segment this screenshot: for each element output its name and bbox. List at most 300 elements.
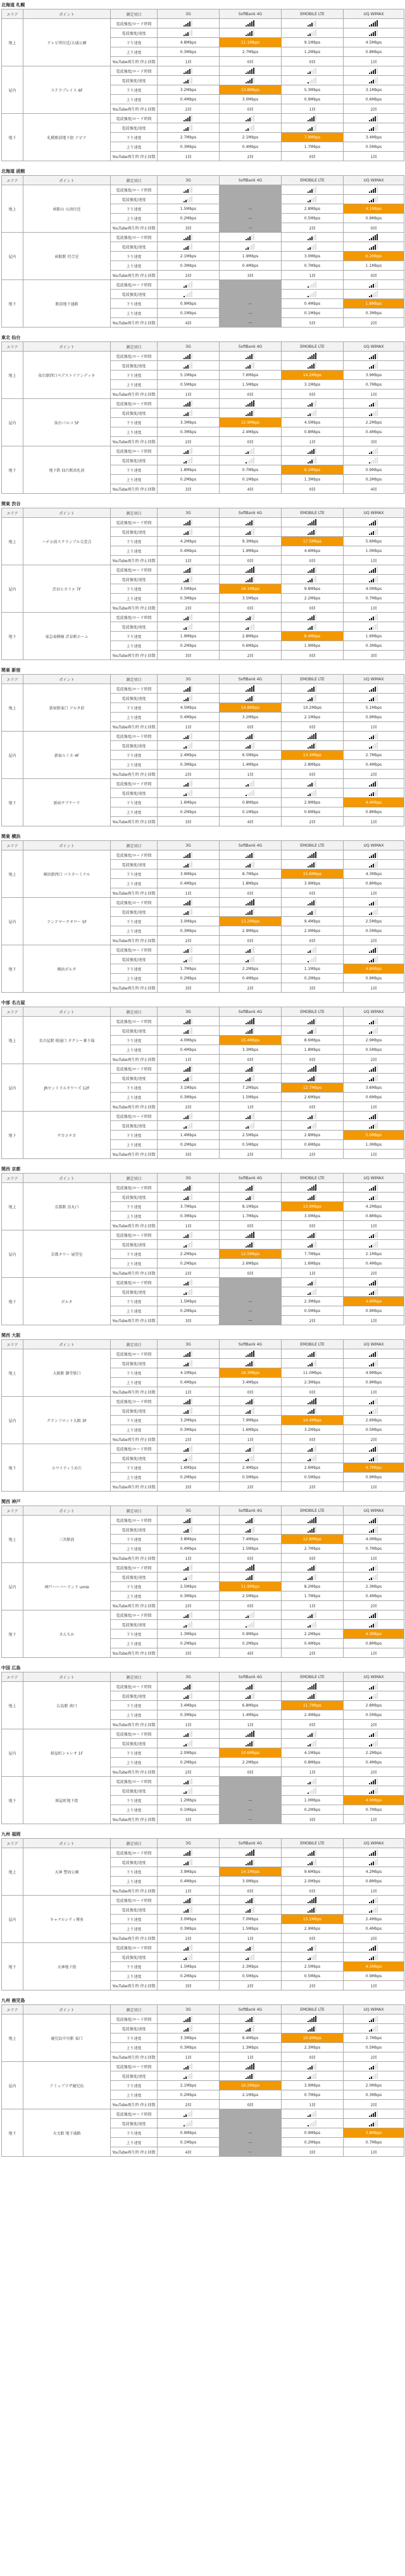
metric-cell: 1.5Mbps: [220, 1544, 282, 1554]
spot-name: ステラプレイス 6F: [23, 66, 111, 114]
metric-cell: 14.2Mbps: [282, 371, 344, 380]
header-carrier: UQ WiMAX: [344, 1672, 404, 1682]
metric-cell: 0.4Mbps: [220, 974, 282, 983]
metric-cell: 4.3Mbps: [344, 1629, 404, 1639]
signal-bars-icon: [308, 400, 317, 407]
spot-name: 新宿サブナード: [23, 779, 111, 826]
metric-cell: [220, 1454, 282, 1463]
metric-cell: [344, 1682, 404, 1691]
metric-cell: 3.7Mbps: [158, 1202, 220, 1211]
metric-cell: [344, 2015, 404, 2024]
metric-cell: [344, 945, 404, 955]
signal-bars-icon: [184, 448, 193, 454]
metric-cell: 1回: [344, 1150, 404, 1159]
metric-cell: 1.5Mbps: [220, 1093, 282, 1102]
metric-cell: 4.8Mbps: [158, 38, 220, 47]
metric-label: 電波強度/速度: [111, 1786, 158, 1796]
metric-cell: [282, 1193, 344, 1202]
metric-cell: [344, 1017, 404, 1026]
metric-label: 電波強度/速度: [111, 907, 158, 917]
metric-cell: 2.8Mbps: [282, 204, 344, 214]
metric-cell: 2回: [220, 1150, 282, 1159]
metric-label: 電波強度/速度: [111, 1525, 158, 1535]
signal-bars-icon: [308, 861, 317, 868]
signal-bars-icon: [308, 899, 317, 905]
signal-bars-icon: [246, 1122, 255, 1129]
metric-cell: [282, 1905, 344, 1915]
signal-bars-icon: [246, 1194, 255, 1200]
signal-bars-icon: [184, 196, 193, 202]
metric-cell: 3回: [220, 271, 282, 280]
table-row: [2, 613, 404, 622]
signal-bars-icon: [308, 1241, 317, 1248]
table-row: [2, 1444, 404, 1454]
signal-bars-icon: [184, 1731, 193, 1737]
metric-cell: 2回: [158, 2100, 220, 2109]
metric-cell: 10.9Mbps: [282, 2033, 344, 2043]
metric-cell: [282, 898, 344, 907]
signal-bars-icon: [369, 1241, 378, 1248]
signal-bars-icon: [369, 567, 378, 573]
metric-label: YouTube再生時 停止回数: [111, 484, 158, 494]
metric-cell: [282, 565, 344, 575]
metric-cell: [344, 1074, 404, 1083]
header-metric: 測定項目: [111, 1174, 158, 1183]
metric-cell: 3回: [158, 1150, 220, 1159]
signal-bars-icon: [369, 1944, 378, 1951]
metric-label: YouTube再生時 停止回数: [111, 1055, 158, 1064]
metric-label: 電波強度/ロード時間: [111, 1777, 158, 1786]
spot-name: 函館駅 待合室: [23, 233, 111, 280]
signal-bars-icon: [246, 362, 255, 369]
metric-cell: [158, 518, 220, 527]
header-spot: ポイント: [23, 841, 111, 850]
metric-label: 電波強度/ロード時間: [111, 233, 158, 242]
metric-cell: 0回: [220, 1387, 282, 1397]
metric-cell: 2.4Mbps: [282, 1710, 344, 1720]
signal-bars-icon: [308, 457, 317, 463]
signal-bars-icon: [184, 1944, 193, 1951]
metric-cell: [158, 1729, 220, 1739]
speed-table: [1, 1173, 404, 1325]
signal-bars-icon: [184, 519, 193, 525]
metric-label: 下り速度: [111, 1701, 158, 1710]
metric-label: 上り速度: [111, 594, 158, 603]
spot-name: 三宮駅前: [23, 1516, 111, 1563]
metric-cell: [282, 1620, 344, 1629]
area-type: 地下: [2, 280, 23, 328]
signal-bars-icon: [308, 1683, 317, 1690]
metric-cell: [158, 1230, 220, 1240]
metric-cell: 0.5Mbps: [282, 1306, 344, 1316]
signal-bars-icon: [369, 623, 378, 630]
metric-cell: 2.1Mbps: [344, 1249, 404, 1259]
metric-cell: —: [220, 2147, 282, 2157]
signal-bars-icon: [308, 1194, 317, 1200]
signal-bars-icon: [184, 742, 193, 749]
metric-cell: [344, 1183, 404, 1193]
spot-name: 紙屋町地下街: [23, 1777, 111, 1824]
metric-cell: [158, 613, 220, 622]
header-carrier: UQ WiMAX: [344, 1007, 404, 1017]
speed-table: [1, 1339, 404, 1492]
metric-cell: [158, 1786, 220, 1796]
metric-cell: [282, 1848, 344, 1858]
metric-cell: [220, 622, 282, 632]
metric-cell: [158, 1682, 220, 1691]
metric-cell: [158, 741, 220, 751]
metric-cell: 13.9Mbps: [282, 1202, 344, 1211]
header-spot: ポイント: [23, 1672, 111, 1682]
metric-cell: 1回: [282, 1268, 344, 1278]
metric-cell: 0.3Mbps: [158, 2043, 220, 2052]
metric-cell: 0.9Mbps: [220, 1629, 282, 1639]
metric-cell: 4.5Mbps: [344, 38, 404, 47]
area-type: 屋内: [2, 1230, 23, 1278]
header-carrier: SoftBank 4G: [220, 342, 282, 352]
metric-cell: 3.0Mbps: [158, 917, 220, 926]
signal-bars-icon: [246, 1574, 255, 1580]
metric-cell: 4.0Mbps: [344, 584, 404, 594]
metric-cell: 13.2Mbps: [220, 917, 282, 926]
metric-cell: [220, 1397, 282, 1406]
signal-bars-icon: [369, 1113, 378, 1119]
metric-cell: 0.5Mbps: [282, 214, 344, 223]
metric-cell: 2.4Mbps: [344, 1915, 404, 1924]
region-title: 関東 新宿: [1, 668, 21, 673]
header-carrier: SoftBank 4G: [220, 9, 282, 19]
metric-cell: 0.2Mbps: [158, 214, 220, 223]
area-type: 地上: [2, 684, 23, 732]
metric-cell: 2.5Mbps: [220, 1592, 282, 1601]
signal-bars-icon: [369, 2073, 378, 2079]
metric-cell: [344, 1896, 404, 1905]
metric-cell: [344, 408, 404, 418]
metric-label: YouTube再生時 停止回数: [111, 389, 158, 399]
metric-cell: 0.4Mbps: [220, 142, 282, 152]
metric-cell: 2.2Mbps: [220, 1758, 282, 1767]
signal-bars-icon: [246, 790, 255, 796]
signal-bars-icon: [369, 2016, 378, 2022]
table-row: [2, 850, 404, 860]
metric-cell: [282, 945, 344, 955]
metric-label: 上り速度: [111, 1877, 158, 1886]
metric-cell: [282, 185, 344, 195]
metric-cell: 2.7Mbps: [158, 133, 220, 142]
metric-cell: [158, 456, 220, 465]
metric-cell: —: [220, 309, 282, 318]
region-section: [0, 166, 405, 328]
metric-cell: 1.4Mbps: [220, 760, 282, 770]
metric-cell: [220, 1230, 282, 1240]
metric-cell: 2回: [344, 1435, 404, 1444]
metric-cell: [220, 518, 282, 527]
metric-cell: [344, 779, 404, 788]
signal-bars-icon: [184, 576, 193, 582]
signal-bars-icon: [246, 1232, 255, 1238]
metric-label: YouTube再生時 停止回数: [111, 1482, 158, 1492]
signal-bars-icon: [246, 1018, 255, 1024]
metric-cell: [220, 456, 282, 465]
signal-bars-icon: [246, 1184, 255, 1191]
metric-cell: 8.6Mbps: [282, 1036, 344, 1045]
metric-cell: 2回: [344, 1720, 404, 1729]
metric-cell: 0.3Mbps: [158, 1592, 220, 1601]
metric-cell: 1回: [158, 2052, 220, 2062]
metric-cell: 0.2Mbps: [158, 1259, 220, 1268]
metric-label: 電波強度/ロード時間: [111, 1848, 158, 1858]
metric-cell: 0.9Mbps: [344, 1306, 404, 1316]
metric-cell: 4.2Mbps: [158, 537, 220, 546]
metric-cell: [282, 399, 344, 408]
metric-cell: 14.4Mbps: [282, 1416, 344, 1425]
metric-cell: 1回: [344, 603, 404, 613]
signal-bars-icon: [308, 234, 317, 240]
metric-cell: 3.0Mbps: [220, 1877, 282, 1886]
table-row: [2, 352, 404, 361]
header-carrier: EMOBILE LTE: [282, 342, 344, 352]
signal-bars-icon: [308, 68, 317, 74]
metric-cell: 0.2Mbps: [158, 475, 220, 484]
signal-bars-icon: [246, 1564, 255, 1571]
spot-name: 天神地下街: [23, 1943, 111, 1990]
header-carrier: 3G: [158, 1672, 220, 1682]
area-type: 地下: [2, 945, 23, 993]
metric-cell: 1.4Mbps: [220, 1710, 282, 1720]
signal-bars-icon: [184, 400, 193, 407]
metric-cell: [220, 1017, 282, 1026]
out-of-service-cell: [220, 280, 282, 290]
signal-bars-icon: [369, 1906, 378, 1913]
metric-cell: [220, 1359, 282, 1368]
metric-label: YouTube再生時 停止回数: [111, 57, 158, 66]
signal-bars-icon: [308, 1075, 317, 1081]
metric-cell: [158, 1349, 220, 1359]
signal-bars-icon: [369, 115, 378, 121]
signal-bars-icon: [308, 1232, 317, 1238]
signal-bars-icon: [184, 1018, 193, 1024]
header-metric: 測定項目: [111, 1340, 158, 1349]
area-type: 地上: [2, 1682, 23, 1729]
signal-bars-icon: [369, 899, 378, 905]
header-metric: 測定項目: [111, 841, 158, 850]
metric-label: 電波強度/速度: [111, 1953, 158, 1962]
metric-cell: 2回: [344, 1767, 404, 1777]
metric-label: 上り速度: [111, 380, 158, 389]
metric-cell: —: [220, 2128, 282, 2138]
signal-bars-icon: [308, 1564, 317, 1571]
metric-cell: [282, 2109, 344, 2119]
metric-cell: 2回: [158, 437, 220, 446]
metric-cell: 2.3Mbps: [282, 1297, 344, 1306]
signal-bars-icon: [246, 30, 255, 36]
signal-bars-icon: [308, 1740, 317, 1746]
signal-bars-icon: [308, 2063, 317, 2070]
metric-cell: [158, 66, 220, 76]
signal-bars-icon: [308, 790, 317, 796]
out-of-service-cell: [220, 1777, 282, 1786]
metric-cell: 2回: [282, 1648, 344, 1658]
spot-name: アミュプラザ鹿児島: [23, 2062, 111, 2109]
signal-bars-icon: [308, 291, 317, 297]
region-section: [0, 1996, 405, 2157]
out-of-service-cell: [220, 290, 282, 299]
metric-cell: [282, 1026, 344, 1036]
metric-label: YouTube再生時 停止回数: [111, 1934, 158, 1943]
metric-cell: 0.4Mbps: [158, 1544, 220, 1554]
metric-cell: [282, 195, 344, 204]
header-metric: 測定項目: [111, 2005, 158, 2015]
metric-cell: 1.6Mbps: [158, 1463, 220, 1473]
header-carrier: UQ WiMAX: [344, 1340, 404, 1349]
metric-cell: [158, 1406, 220, 1416]
signal-bars-icon: [369, 519, 378, 525]
metric-label: 下り速度: [111, 252, 158, 261]
metric-label: 上り速度: [111, 1473, 158, 1482]
metric-cell: 0.9Mbps: [344, 1972, 404, 1981]
metric-label: 下り速度: [111, 1582, 158, 1592]
metric-cell: 0.1Mbps: [158, 1805, 220, 1815]
metric-cell: [344, 123, 404, 133]
metric-label: 下り速度: [111, 371, 158, 380]
header-carrier: SoftBank 4G: [220, 1007, 282, 1017]
header-spot: ポイント: [23, 9, 111, 19]
metric-cell: 0.6Mbps: [220, 641, 282, 651]
metric-label: 電波強度/速度: [111, 1121, 158, 1131]
metric-cell: 5.1Mbps: [158, 371, 220, 380]
metric-cell: 2回: [344, 1055, 404, 1064]
area-type: 地上: [2, 518, 23, 565]
metric-cell: 1回: [158, 556, 220, 565]
metric-label: 上り速度: [111, 1306, 158, 1316]
metric-label: 下り速度: [111, 1629, 158, 1639]
metric-label: 電波強度/速度: [111, 860, 158, 869]
metric-cell: 3.2Mbps: [220, 713, 282, 722]
metric-cell: [282, 1230, 344, 1240]
signal-bars-icon: [369, 733, 378, 739]
metric-cell: 0.3Mbps: [344, 309, 404, 318]
header-carrier: UQ WiMAX: [344, 176, 404, 185]
metric-cell: 4.7Mbps: [344, 1463, 404, 1473]
metric-cell: [220, 123, 282, 133]
metric-label: 電波強度/ロード時間: [111, 779, 158, 788]
signal-bars-icon: [246, 1455, 255, 1461]
signal-bars-icon: [246, 780, 255, 787]
metric-cell: 15.6Mbps: [282, 869, 344, 879]
header-carrier: 3G: [158, 1839, 220, 1848]
signal-bars-icon: [246, 2025, 255, 2032]
metric-cell: 1.7Mbps: [220, 1211, 282, 1221]
signal-bars-icon: [184, 1621, 193, 1628]
metric-cell: 0回: [344, 271, 404, 280]
table-row: [2, 399, 404, 408]
area-type: 地下: [2, 1112, 23, 1159]
metric-cell: [158, 898, 220, 907]
header-spot: ポイント: [23, 1839, 111, 1848]
signal-bars-icon: [246, 115, 255, 121]
header-carrier: UQ WiMAX: [344, 1506, 404, 1516]
metric-cell: 13.3Mbps: [282, 751, 344, 760]
signal-bars-icon: [369, 457, 378, 463]
metric-cell: [282, 518, 344, 527]
metric-cell: [282, 1183, 344, 1193]
signal-bars-icon: [369, 947, 378, 953]
metric-cell: 1回: [158, 1886, 220, 1896]
signal-bars-icon: [369, 780, 378, 787]
metric-cell: 0.7Mbps: [282, 261, 344, 271]
metric-cell: 1.0Mbps: [282, 1796, 344, 1805]
metric-cell: 0.4Mbps: [344, 1924, 404, 1934]
metric-cell: 3.3Mbps: [220, 1045, 282, 1055]
metric-cell: 3回: [282, 1815, 344, 1824]
metric-label: 電波強度/速度: [111, 788, 158, 798]
metric-cell: 2回: [158, 603, 220, 613]
signal-bars-icon: [184, 1517, 193, 1523]
table-row: [2, 779, 404, 788]
metric-cell: [158, 565, 220, 575]
metric-cell: [282, 1112, 344, 1121]
metric-cell: 0回: [220, 57, 282, 66]
metric-label: YouTube再生時 停止回数: [111, 1648, 158, 1658]
metric-cell: 1.3Mbps: [220, 2043, 282, 2052]
signal-bars-icon: [369, 529, 378, 535]
metric-cell: 15.4Mbps: [220, 1036, 282, 1045]
metric-cell: [158, 1777, 220, 1786]
metric-cell: 0.3Mbps: [158, 1710, 220, 1720]
signal-bars-icon: [369, 1122, 378, 1129]
metric-label: 電波強度/ロード時間: [111, 1516, 158, 1525]
metric-label: YouTube再生時 停止回数: [111, 1815, 158, 1824]
metric-cell: 0.8Mbps: [344, 1877, 404, 1886]
metric-cell: 2回: [344, 104, 404, 114]
metric-cell: [344, 233, 404, 242]
metric-cell: 1回: [344, 1316, 404, 1325]
metric-cell: 2回: [282, 1150, 344, 1159]
metric-cell: 4.3Mbps: [344, 869, 404, 879]
signal-bars-icon: [184, 457, 193, 463]
metric-cell: 3.0Mbps: [282, 1211, 344, 1221]
metric-cell: 0.8Mbps: [220, 798, 282, 807]
table-row: [2, 185, 404, 195]
metric-cell: 2回: [344, 2100, 404, 2109]
metric-cell: 0.5Mbps: [344, 2043, 404, 2052]
signal-bars-icon: [369, 68, 378, 74]
metric-cell: [158, 1691, 220, 1701]
signal-bars-icon: [246, 1360, 255, 1366]
signal-bars-icon: [308, 1408, 317, 1414]
metric-cell: [344, 1739, 404, 1748]
metric-label: 下り速度: [111, 1535, 158, 1544]
metric-cell: 5.6Mbps: [344, 537, 404, 546]
metric-cell: 1回: [282, 2100, 344, 2109]
metric-cell: 0回: [220, 389, 282, 399]
signal-bars-icon: [184, 2073, 193, 2079]
metric-cell: 0.2Mbps: [282, 974, 344, 983]
area-type: 地下: [2, 446, 23, 494]
metric-cell: 0.1Mbps: [220, 807, 282, 817]
metric-label: 電波強度/ロード時間: [111, 1349, 158, 1359]
header-carrier: UQ WiMAX: [344, 508, 404, 518]
signal-bars-icon: [246, 852, 255, 858]
metric-cell: 0.2Mbps: [158, 1306, 220, 1316]
metric-cell: 0.4Mbps: [158, 879, 220, 888]
area-type: 屋内: [2, 2062, 23, 2109]
metric-cell: 8.7Mbps: [220, 869, 282, 879]
metric-cell: 1回: [158, 152, 220, 161]
metric-cell: [220, 1525, 282, 1535]
metric-cell: [344, 2062, 404, 2071]
signal-bars-icon: [184, 1906, 193, 1913]
